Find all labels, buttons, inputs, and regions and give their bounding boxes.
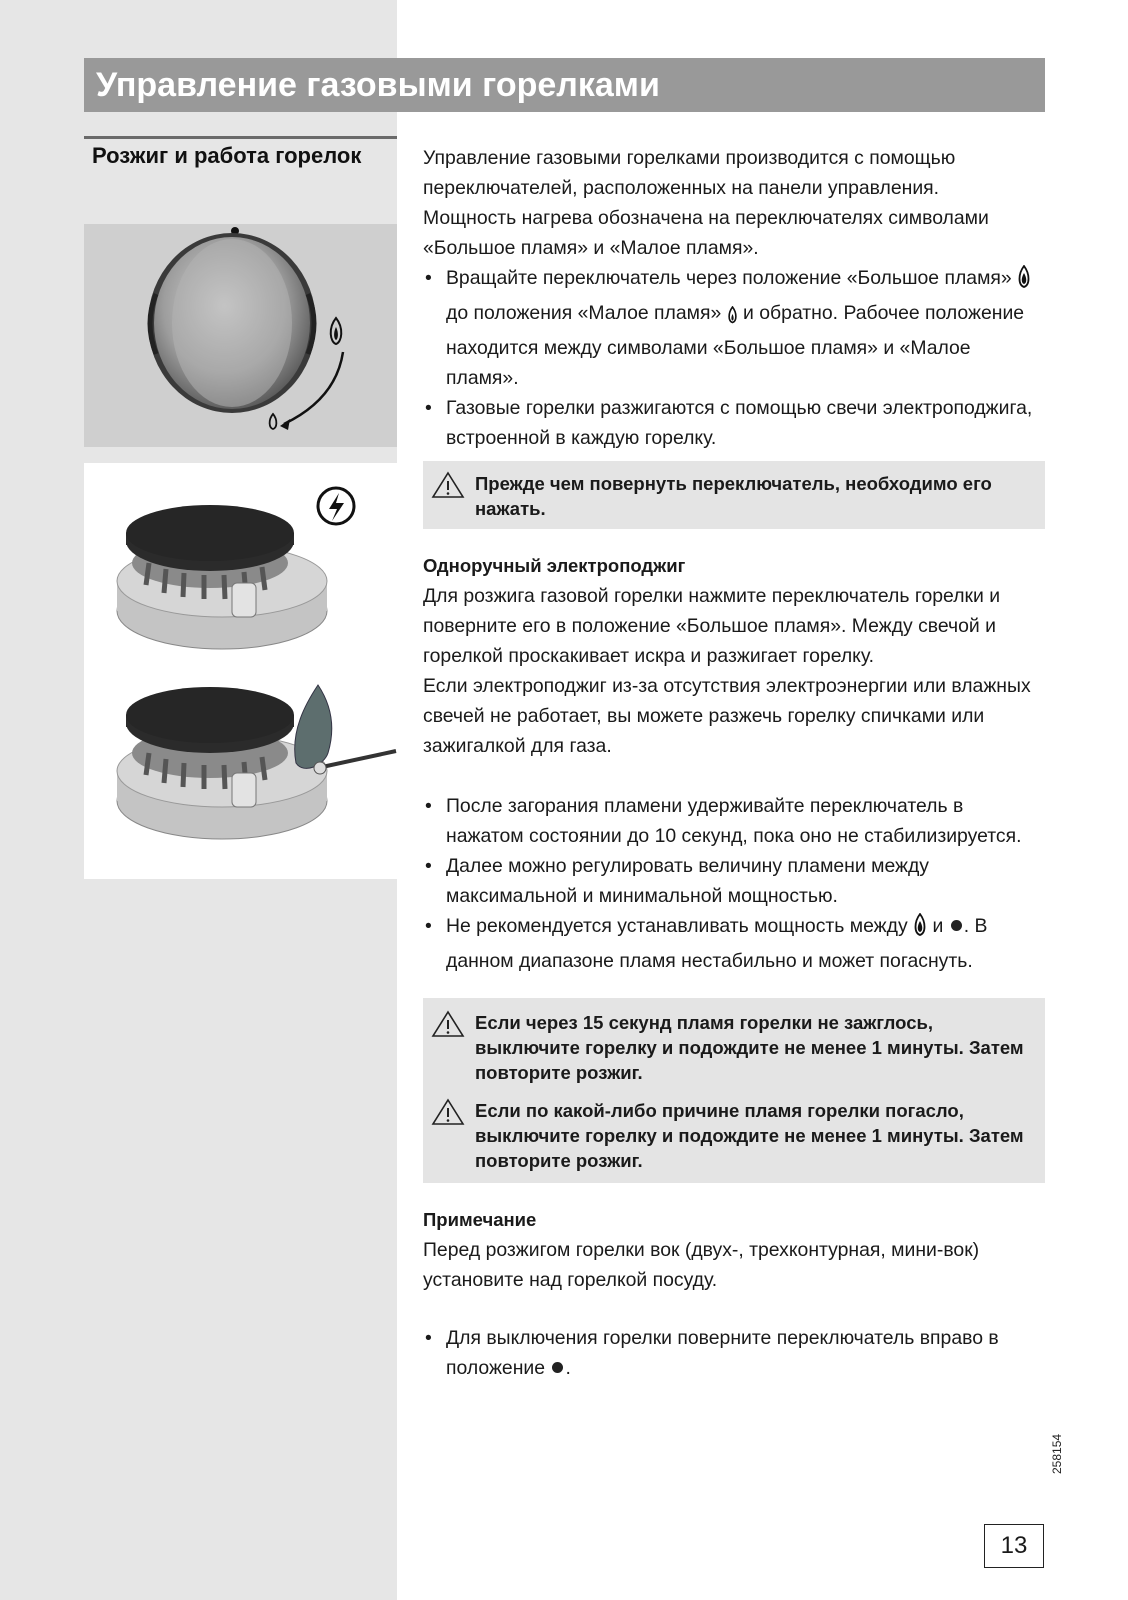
large-flame-icon bbox=[1017, 265, 1031, 298]
bullet-text: Для выключения горелки поверните переключатель вправо в положение bbox=[446, 1327, 999, 1379]
ignition-heading: Одноручный электроподжиг bbox=[423, 555, 686, 576]
bullet-text: . В данном диапазоне пламя нестабильно и может погаснуть. bbox=[446, 915, 988, 972]
bullet-text: . bbox=[565, 1357, 571, 1379]
bullet-text: После загорания пламени удерживайте переключатель в нажатом состоянии до 10 секунд, пока оно не стабилизируется. bbox=[446, 795, 1022, 847]
warning-box bbox=[423, 998, 1045, 1183]
intro-paragraph-2: Мощность нагрева обозначена на переключателях символами «Большое пламя» и «Малое пламя». bbox=[423, 207, 989, 259]
warning-item bbox=[429, 471, 1033, 521]
warning-text: Если через 15 секунд пламя горелки не зажглось, выключите горелку и подождите не менее 1 минуты. Затем повторите розжиг. bbox=[475, 1012, 1024, 1083]
section-heading: Розжиг и работа горелок bbox=[92, 143, 362, 168]
bullet-text: Газовые горелки разжигаются с помощью свечи электроподжига, встроенной в каждую горелку. bbox=[446, 397, 1033, 449]
sidebar-divider bbox=[84, 136, 397, 139]
list-item bbox=[423, 791, 1045, 851]
note-heading: Примечание bbox=[423, 1209, 537, 1230]
bullet-text: Вращайте переключатель через положение «Большое пламя» bbox=[446, 267, 1012, 289]
note-text: Перед розжигом горелки вок (двух-, трехконтурная, мини-вок) установите над горелкой посуду. bbox=[423, 1239, 980, 1291]
warning-triangle-icon bbox=[431, 1010, 465, 1044]
bullet-text: Не рекомендуется устанавливать мощность между bbox=[446, 915, 908, 937]
off-position-dot-icon bbox=[951, 920, 962, 931]
list-item bbox=[423, 851, 1045, 911]
electric-ignition-icon bbox=[318, 488, 354, 524]
warning-text: Прежде чем повернуть переключатель, необходимо его нажать. bbox=[475, 473, 992, 519]
warning-triangle-icon bbox=[431, 471, 465, 505]
knob-illustration bbox=[84, 224, 397, 447]
list-item bbox=[423, 393, 1045, 453]
warning-box bbox=[423, 461, 1045, 529]
warning-triangle-icon bbox=[431, 1098, 465, 1132]
warning-text: Если по какой-либо причине пламя горелки погасло, выключите горелку и подождите не менее 1 минуты. Затем повторите розжиг. bbox=[475, 1100, 1024, 1171]
burner-with-lighter bbox=[117, 685, 396, 839]
warning-item bbox=[429, 1010, 1033, 1085]
bullet-text: и обратно. Рабочее положение находится между символами «Большое пламя» и «Малое пламя». bbox=[446, 302, 1025, 389]
list-item bbox=[423, 911, 1045, 976]
intro-paragraph-1: Управление газовыми горелками производится с помощью переключателей, расположенных на панели управления. bbox=[423, 147, 956, 199]
ignition-paragraph-1: Для розжига газовой горелки нажмите переключатель горелки и поверните его в положение «Большое пламя». Между свечой и горелкой проскакивает искра и разжигает горелку. bbox=[423, 585, 1001, 667]
burner-top bbox=[117, 505, 327, 649]
bullet-text: Далее можно регулировать величину пламени между максимальной и минимальной мощностью. bbox=[446, 855, 929, 907]
warning-item bbox=[429, 1098, 1033, 1173]
large-flame-icon bbox=[913, 913, 927, 946]
off-position-dot-icon bbox=[552, 1362, 563, 1373]
burner-illustration bbox=[84, 463, 397, 879]
list-item bbox=[423, 263, 1045, 393]
ignition-paragraph-2: Если электроподжиг из-за отсутствия электроэнергии или влажных свечей не работает, вы можете разжечь горелку спичками или зажигалкой для газа. bbox=[423, 675, 1031, 757]
list-item bbox=[423, 1323, 1045, 1383]
page-title: Управление газовыми горелками bbox=[84, 58, 1045, 112]
small-flame-icon bbox=[727, 303, 738, 333]
page-number: 13 bbox=[984, 1524, 1044, 1568]
bullet-text: до положения «Малое пламя» bbox=[446, 302, 722, 324]
document-code: 258154 bbox=[1050, 1433, 1064, 1474]
main-column bbox=[423, 143, 1045, 1383]
bullet-text: и bbox=[932, 915, 944, 937]
